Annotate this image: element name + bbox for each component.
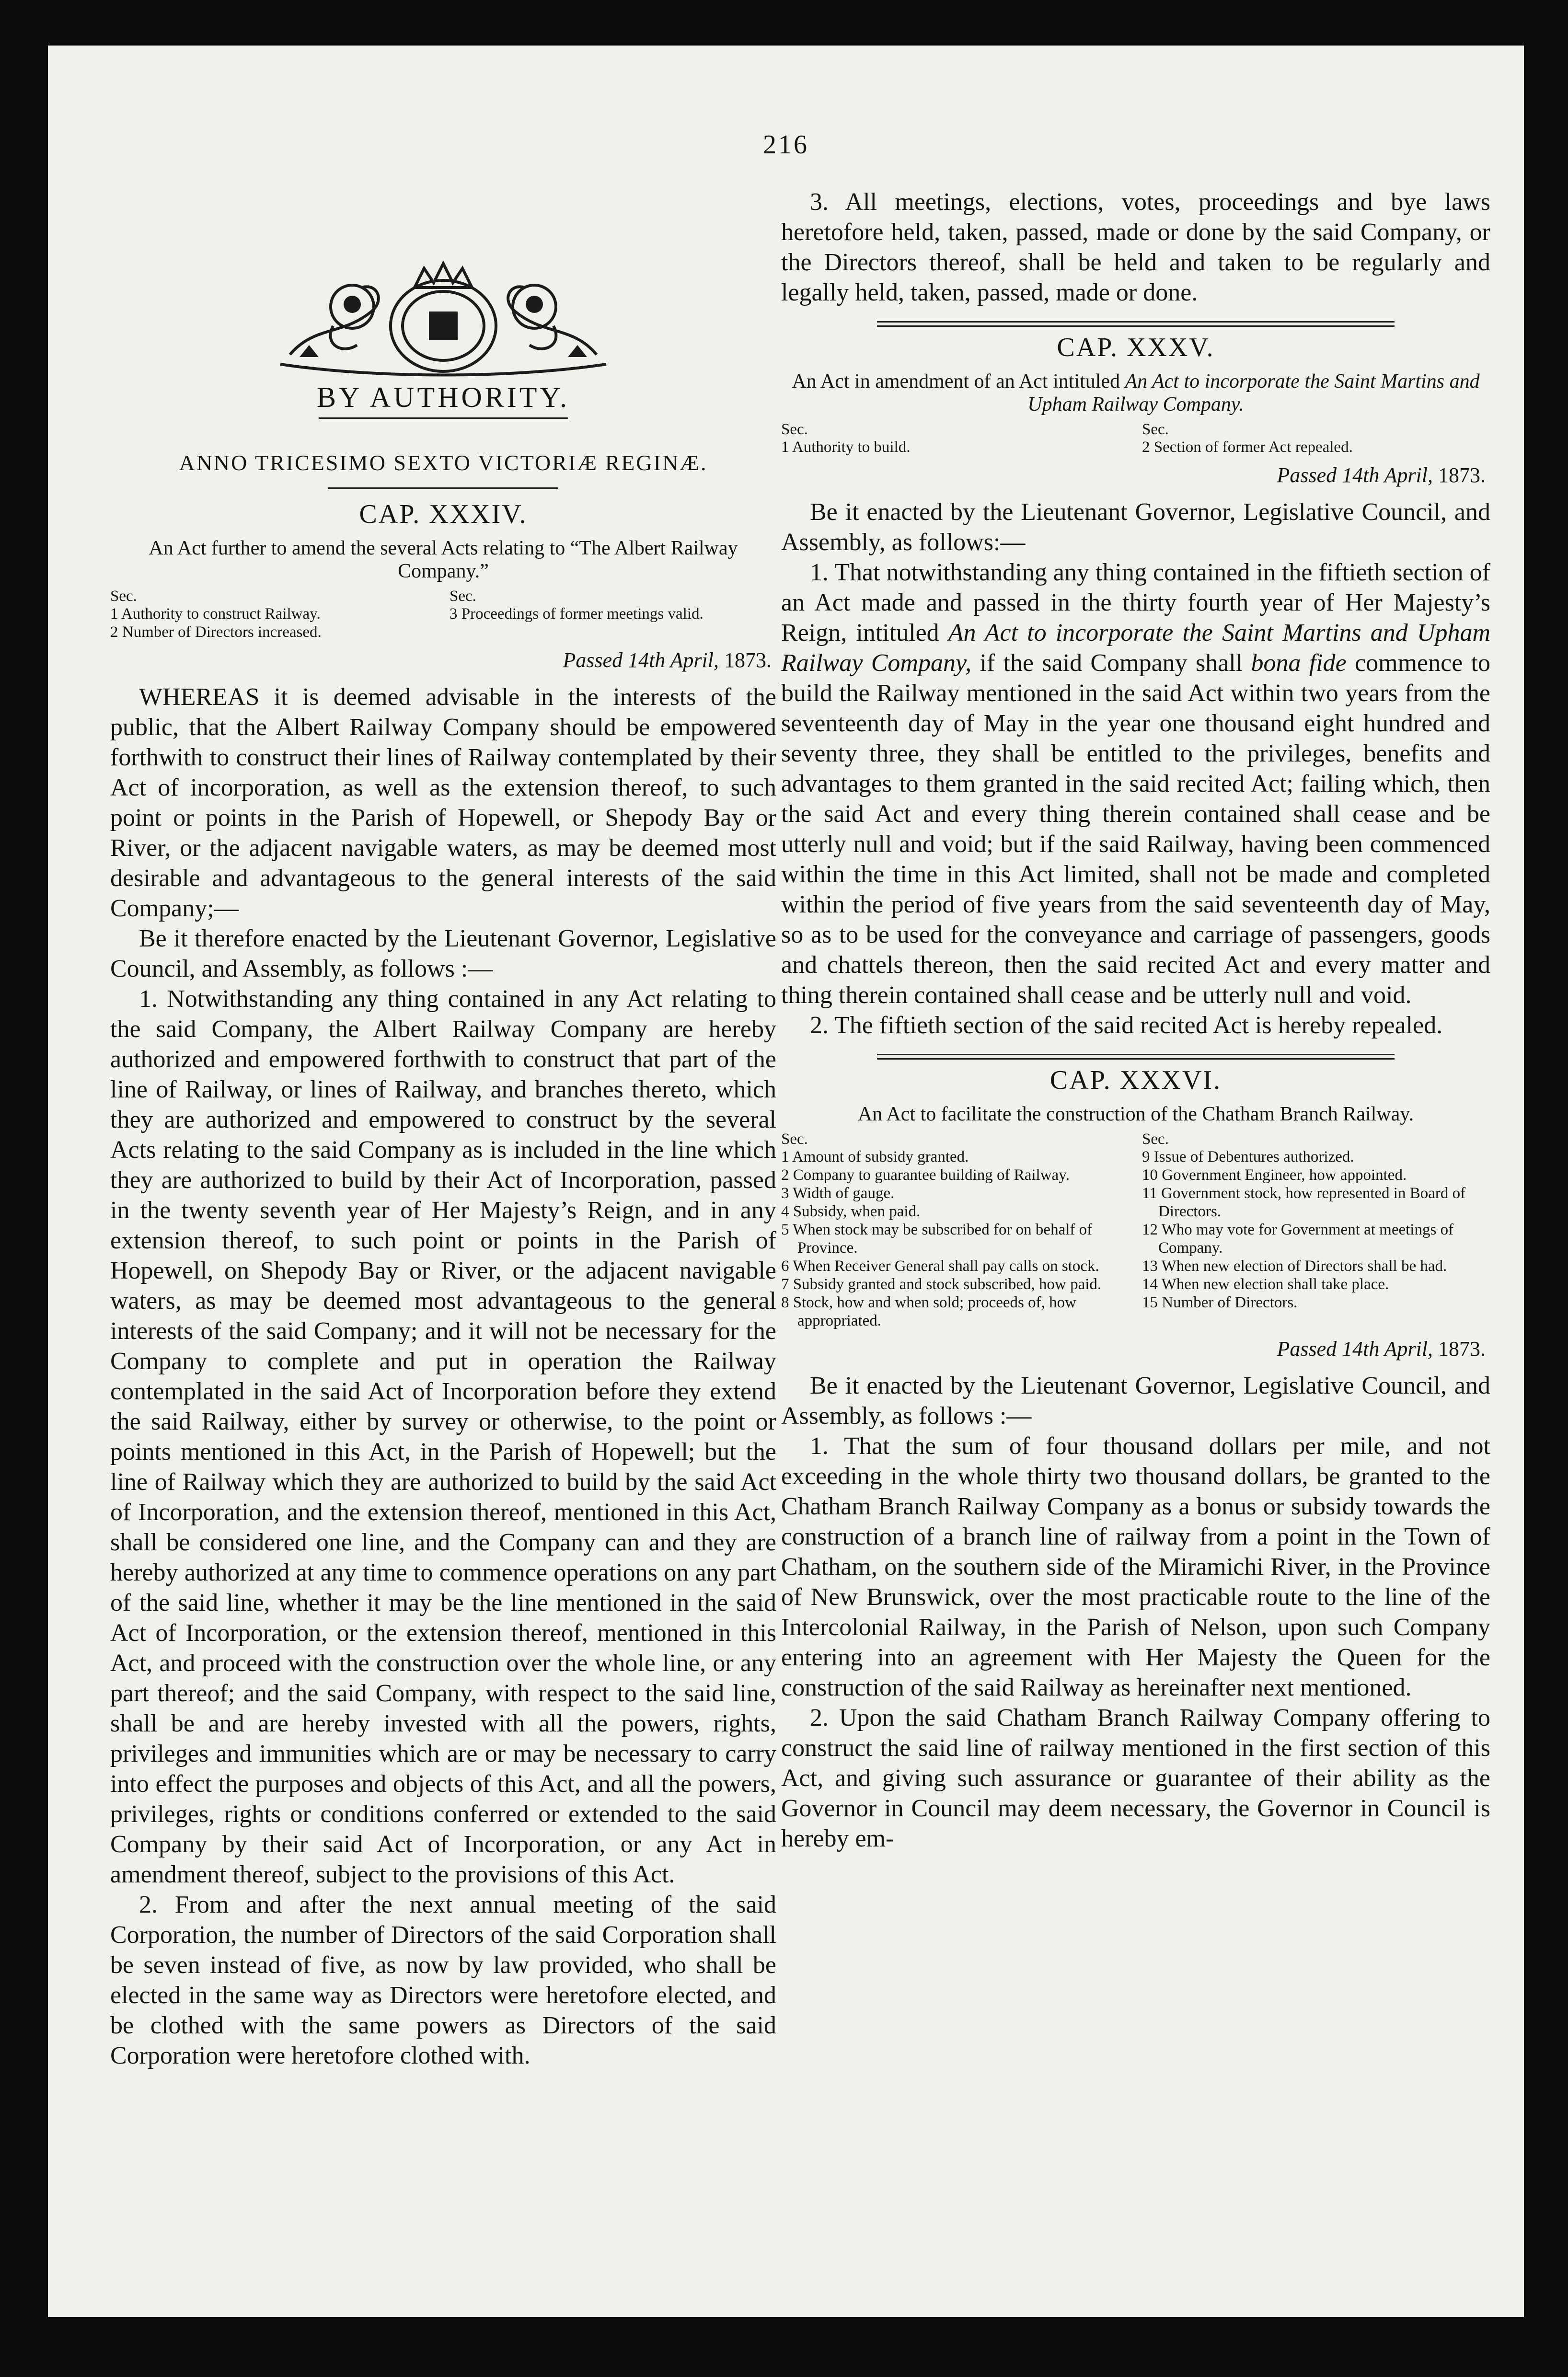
passed-day: 14th April,	[1342, 463, 1433, 487]
cap-36-passed-date	[781, 1334, 1486, 1364]
heading-rule	[319, 417, 568, 419]
passed-label: Passed	[1277, 463, 1337, 487]
royal-crest-icon	[232, 254, 654, 379]
passed-year: 1873.	[1438, 1337, 1486, 1361]
section-rule	[328, 487, 558, 489]
cap-36-section-1: 1. That the sum of four thousand dollars per mile, and not exceeding in the whole thirty two thousand dollars, be granted to the Chatham Branch Railway Company as a bonus or subsidy towards the construction of a branch line of railway from a point in the Town of Chatham, on the southern side of the Miramichi River, in the Province of New Brunswick, over the most practicable route to the line of the Intercolonial Railway, in the Parish of Nelson, upon such Company entering into an agreement with Her Majesty the Queen for the construction of the said Railway as hereinafter next mentioned.	[781, 1432, 1490, 1701]
cap-35-s1-part-c: commence to build the Railway mentioned in the said Act within two years from the seventeenth day of May in the year one thousand eight hundred and seventy three, they shall be entitled to the privileges, benefits and advantages to them granted in the said recited Act; failing which, then the said Act and every thing therein contained shall cease and be utterly null and void; but if the said Railway, having been commenced within the time in this Act limited, shall not be made and completed within the period of five years from the said seventeenth day of May, so as to be used for the conveyance and carriage of passengers, goods and chattels thereon, then the said recited Act and every matter and thing therein contained shall cease and be utterly null and void.	[781, 649, 1491, 1009]
gazette-page	[48, 46, 1524, 2317]
passed-year: 1873.	[1438, 463, 1486, 487]
by-authority-heading: BY AUTHORITY.	[316, 381, 570, 413]
section-entry: 1 Amount of subsidy granted.	[781, 1148, 969, 1165]
cap-34-passed-date	[110, 645, 772, 675]
section-entry: 1 Authority to build.	[781, 438, 911, 456]
cap-36-enacting-clause: Be it enacted by the Lieutenant Governor, Legislative Council, and Assembly, as follows :—	[781, 1372, 1490, 1430]
cap-36-section-2: 2. Upon the said Chatham Branch Railway Company offering to construct the said line of railway mentioned in the first section of this Act, and giving such assurance or guarantee of their ability as the Governor in Council may deem necessary, the Governor in Council is hereby em-	[781, 1704, 1490, 1852]
cap-35-passed-date	[781, 460, 1486, 490]
cap-35-act-title	[781, 370, 1490, 416]
cap-35-section-2: 2. The fiftieth section of the said recited Act is hereby repealed.	[810, 1012, 1443, 1039]
section-entry: 2 Number of Directors increased.	[110, 623, 322, 641]
cap-36-act-title: An Act to facilitate the construction of the Chatham Branch Railway.	[857, 1103, 1414, 1125]
page-number: 216	[763, 130, 809, 160]
cap-34-section-2: 2. From and after the next annual meeting of the said Corporation, the number of Directors of the said Corporation shall be seven instead of five, as now by law provided, who shall be elected in the same way as Directors were heretofore elected, and be clothed with the same powers as Directors of the said Corporation were heretofore clothed with.	[110, 1891, 776, 2069]
act-divider-rule	[877, 1054, 1395, 1060]
passed-label: Passed	[1277, 1337, 1337, 1361]
section-entry: 5 When stock may be subscribed for on behalf of Province.	[781, 1221, 1093, 1257]
section-entry: 1 Authority to construct Railway.	[110, 605, 321, 623]
cap-34-act-title: An Act further to amend the several Acts relating to “The Albert Railway Company.”	[149, 537, 738, 582]
section-entry: 9 Issue of Debentures authorized.	[1142, 1148, 1354, 1165]
sec-head: Sec.	[781, 421, 808, 438]
cap-35-enacting-clause: Be it enacted by the Lieutenant Governor, Legislative Council, and Assembly, as follows:—	[781, 498, 1490, 556]
section-entry: 13 When new election of Directors shall be had.	[1142, 1258, 1447, 1275]
section-entry: 7 Subsidy granted and stock subscribed, how paid.	[781, 1276, 1102, 1293]
section-entry: 4 Subsidy, when paid.	[781, 1203, 921, 1220]
section-entry: 3 Width of gauge.	[781, 1185, 895, 1202]
cap-34-preamble: WHEREAS it is deemed advisable in the interests of the public, that the Albert Railway Company should be empowered forthwith to construct their lines of Railway contemplated by their Act of incorporation, as well as the extension thereof, to such point or points in the Parish of Hopewell, or Shepody Bay or River, or the adjacent navigable waters, as may be deemed most desirable and advantageous to the general interests of the said Company;—	[110, 683, 776, 922]
passed-day: 14th April,	[628, 648, 719, 672]
cap-34-sections-table	[110, 588, 776, 641]
cap-35-section-1	[781, 557, 1490, 1010]
section-entry: 15 Number of Directors.	[1142, 1294, 1298, 1311]
left-column	[110, 185, 776, 2071]
sec-head: Sec.	[781, 1131, 808, 1148]
section-entry: 6 When Receiver General shall pay calls on stock.	[781, 1258, 1099, 1275]
section-entry: 10 Government Engineer, how appointed.	[1142, 1166, 1407, 1184]
sec-head: Sec.	[110, 588, 137, 605]
cap-34-enacting-clause: Be it therefore enacted by the Lieutenant Governor, Legislative Council, and Assembly, as follows :—	[110, 925, 776, 982]
passed-day: 14th April,	[1342, 1337, 1433, 1361]
cap-34-title: CAP. XXXIV.	[359, 499, 528, 529]
cap-36-title: CAP. XXXVI.	[1049, 1065, 1222, 1095]
cap-35-s1-part-b: if the said Company shall	[980, 649, 1243, 677]
cap-34-section-1: 1. Notwithstanding any thing contained in any Act relating to the said Company, the Albert Railway Company are hereby authorized and empowered forthwith to construct that part of the line of Railway, or lines of Railway, and branches thereto, which they are authorized and empowered to construct by the several Acts relating to the said Company as is included in the line which they are authorized to build by their Act of Incorporation, passed in the twenty seventh year of Her Majesty’s Reign, and in any extension thereof, to such point or points in the Parish of Hopewell, on Shepody Bay or River, or the adjacent navigable waters, as may be deemed most advantageous to the general interests of the said Company; and it will not be necessary for the Company to complete and put in operation the Railway contemplated in the said Act of Incorporation before they extend the said Railway, either by survey or otherwise, to the point or points mentioned in this Act, in the Parish of Hopewell; but the line of Railway which they are authorized to build by the said Act of Incorporation, and the extension thereof, mentioned in this Act, shall be considered one line, and the Company can and they are hereby authorized at any time to commence operations on any part of the said line, whether it may be the line mentioned in the said Act of Incorporation, or the extension thereof, mentioned in this Act, and proceed with the construction over the whole line, or any part thereof; and the said Company, with respect to the said line, shall be and are hereby invested with all the powers, rights, privileges and immunities which are or may be necessary to carry into effect the purposes and objects of this Act, and all the powers, privileges, rights or conditions conferred or extended to the said Company by their said Act of Incorporation, or any Act in amendment thereof, subject to the provisions of this Act.	[110, 985, 776, 1888]
section-entry: 12 Who may vote for Government at meetings of Company.	[1142, 1221, 1454, 1257]
cap-35-title: CAP. XXXV.	[1057, 333, 1215, 362]
cap-35-act-title-prefix: An Act in amendment of an Act intituled	[792, 370, 1120, 392]
cap-34-section-3: 3. All meetings, elections, votes, proceedings and bye laws heretofore held, taken, passed, made or done by the said Company, or the Directors thereof, shall be held and taken to be regularly and legally held, taken, passed, made or done.	[781, 188, 1490, 306]
section-entry: 3 Proceedings of former meetings valid.	[450, 605, 703, 623]
cap-35-s1-bona-fide: bona fide	[1251, 649, 1347, 677]
section-entry: 2 Section of former Act repealed.	[1142, 438, 1353, 456]
cap-35-sections-table	[781, 421, 1490, 456]
section-entry: 14 When new election shall take place.	[1142, 1276, 1389, 1293]
sec-head: Sec.	[1142, 421, 1169, 438]
passed-year: 1873.	[724, 648, 772, 672]
cap-36-sections-table	[781, 1131, 1490, 1330]
cap-35-s1-part-a: 1. That notwithstanding any thing contained in the fiftieth section of an Act made and passed in the thirty fourth year of Her Majesty’s Reign, intituled	[781, 559, 1490, 646]
act-divider-rule	[877, 321, 1395, 327]
cap-35-act-title-italic: An Act to incorporate the Saint Martins and Upham Railway Company.	[1027, 370, 1480, 415]
regnal-year-heading: ANNO TRICESIMO SEXTO VICTORIÆ REGINÆ.	[179, 450, 708, 475]
section-entry: 8 Stock, how and when sold; proceeds of, how appropriated.	[781, 1294, 1076, 1329]
right-column	[781, 187, 1490, 1854]
sec-head: Sec.	[1142, 1131, 1169, 1148]
cap-35-s1-italic-title: An Act to incorporate the Saint Martins and Upham Railway Company,	[781, 619, 1491, 677]
section-entry: 2 Company to guarantee building of Railway.	[781, 1166, 1070, 1184]
passed-label: Passed	[563, 648, 623, 672]
sec-head: Sec.	[450, 588, 476, 605]
section-entry: 11 Government stock, how represented in Board of Directors.	[1142, 1185, 1466, 1220]
